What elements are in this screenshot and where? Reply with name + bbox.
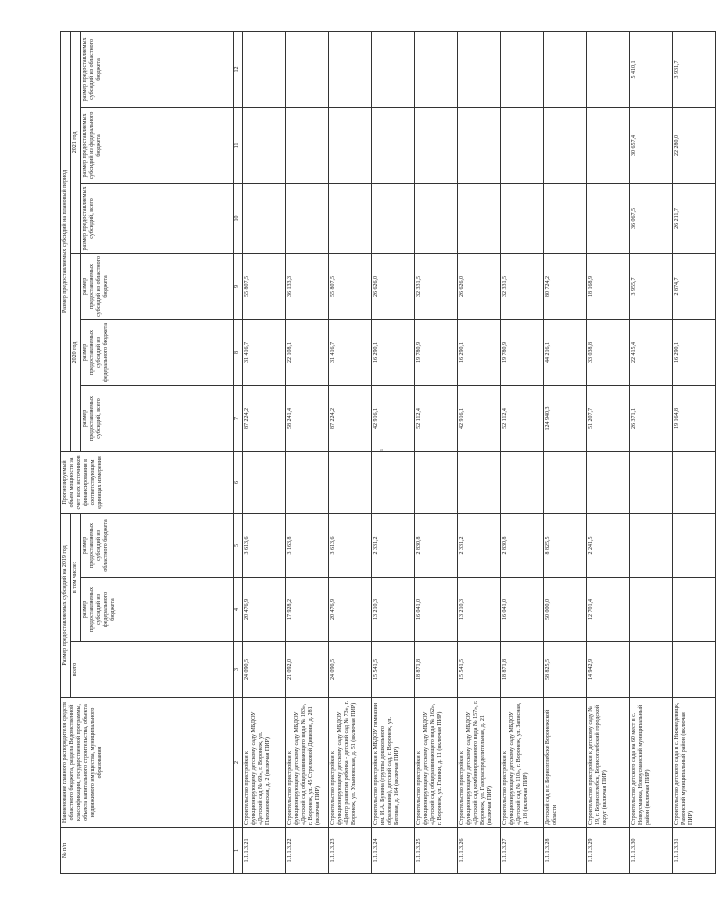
obl-2021 (544, 31, 587, 107)
obl-2019: 2 331,2 (372, 513, 415, 577)
total-2020: 51 207,7 (587, 385, 630, 451)
fed-2021: 22 280,0 (673, 107, 716, 183)
forecast-capacity (501, 451, 544, 513)
column-number-row (234, 31, 243, 873)
header-total-2020: размер предоставляемых субсидий, всего (81, 385, 234, 451)
obl-2019 (673, 513, 716, 577)
fed-2020: 44 216,1 (544, 319, 587, 385)
header-fed-2021: размер предоставляемых субсидий из федерального бюджета (81, 107, 234, 183)
obl-2020: 26 626,0 (458, 253, 501, 319)
total-2020: 52 112,4 (501, 385, 544, 451)
total-2019: 18 871,8 (501, 642, 544, 698)
obl-2020: 32 331,5 (501, 253, 544, 319)
total-2019 (630, 642, 673, 698)
fed-2020: 16 290,1 (458, 319, 501, 385)
fed-2020: 22 415,4 (630, 319, 673, 385)
obl-2019: 2 241,5 (587, 513, 630, 577)
object-name: Строительство пристройки к детскому саду № 19, г. Борисоглебск, Борисоглебский городской округ (включая ПИР) (587, 698, 630, 828)
fed-2020: 16 290,1 (372, 319, 415, 385)
obl-2019: 3 163,8 (286, 513, 329, 577)
total-2020: 58 241,4 (286, 385, 329, 451)
table-row (544, 31, 587, 873)
header-incl: в том числе: (71, 513, 81, 641)
obl-2021 (587, 31, 630, 107)
total-2021: 36 067,5 (630, 183, 673, 253)
forecast-capacity (329, 451, 372, 513)
object-name: Строительство детского сада в с. Нижнедевицк, Рамонский муниципальный район (включая ПИР) (673, 698, 716, 828)
fed-2019: 12 701,4 (587, 578, 630, 642)
fed-2020: 33 038,8 (587, 319, 630, 385)
row-number: 1.1.1.3.28 (544, 828, 587, 874)
header-total-2021: размер предоставляемых субсидий, всего (81, 183, 234, 253)
forecast-capacity (243, 451, 286, 513)
object-name: Строительство пристройки к МБДОУ гимназии им. И.А. Бунина (группы дошкольного образования), детский сад, г. Воронеж, ул. Беговая, д. 164 (включая ПИР) (372, 698, 415, 828)
obl-2020: 18 168,9 (587, 253, 630, 319)
obl-2019: 2 830,8 (501, 513, 544, 577)
obl-2019: 3 613,6 (329, 513, 372, 577)
header-name: Наименование главного распорядителя средств областного бюджета, раздела Ведомственной классификации, государственной программы, объекта капитального строительства, объекта недвижимого имущества, муниципального образования (61, 698, 234, 828)
total-2021 (286, 183, 329, 253)
header-fed-2020: размер предоставляемых субсидий из федерального бюджета (81, 319, 234, 385)
object-name: Строительство пристройки к функционирующему детскому саду МБДОУ «Центр развития ребенка - детский сад № 73», г. Воронеж, ул. Ульяновская, д. 51 (включая ПИР) (329, 698, 372, 828)
table-row (587, 31, 630, 873)
total-2021 (587, 183, 630, 253)
total-2019: 24 090,5 (243, 642, 286, 698)
fed-2019 (673, 578, 716, 642)
obl-2020: 26 626,0 (372, 253, 415, 319)
total-2019: 18 871,8 (415, 642, 458, 698)
row-number: 1.1.1.3.24 (372, 828, 415, 874)
obl-2020: 55 807,5 (243, 253, 286, 319)
table-row (415, 31, 458, 873)
obl-2019: 2 331,2 (458, 513, 501, 577)
obl-2021: 3 931,7 (673, 31, 716, 107)
fed-2021 (587, 107, 630, 183)
fed-2021 (458, 107, 501, 183)
col-num: 7 (234, 385, 243, 451)
obl-2021 (415, 31, 458, 107)
header-obl-2019: размер предоставляемых субсидий из областного бюджета (81, 513, 234, 577)
object-name: Строительство пристройки к функционирующему детскому саду МБДОУ «Детский сад общеразвивающего вида № 183», г. Воронеж, ул. 45 Стрелковой Дивизии, д. 281 (включая ПИР) (286, 698, 329, 828)
col-num: 1 (234, 828, 243, 874)
table-row (501, 31, 544, 873)
total-2021 (329, 183, 372, 253)
total-2021 (501, 183, 544, 253)
obl-2019: 3 613,6 (243, 513, 286, 577)
row-number: 1.1.1.3.21 (243, 828, 286, 874)
total-2019: 21 092,0 (286, 642, 329, 698)
fed-2020: 16 290,1 (673, 319, 716, 385)
header-plan: Размер предоставляемых субсидий на плановый период (61, 31, 71, 451)
fed-2020: 19 780,9 (501, 319, 544, 385)
fed-2020: 31 416,7 (243, 319, 286, 385)
total-2021: 26 211,7 (673, 183, 716, 253)
table-row (329, 31, 372, 873)
forecast-capacity (286, 451, 329, 513)
row-number: 1.1.1.3.25 (415, 828, 458, 874)
total-2021 (544, 183, 587, 253)
fed-2021: 30 657,4 (630, 107, 673, 183)
total-2021 (372, 183, 415, 253)
fed-2020: 19 780,9 (415, 319, 458, 385)
fed-2021 (501, 107, 544, 183)
fed-2019: 20 476,9 (243, 578, 286, 642)
obl-2021 (329, 31, 372, 107)
object-name: Строительство пристройки к функционирующему детскому саду МБДОУ «Детский сад комбинированного вида № 157», г. Воронеж, ул. Газораспределительная, д. 21 (включая ПИР) (458, 698, 501, 828)
fed-2019: 50 000,0 (544, 578, 587, 642)
obl-2021 (286, 31, 329, 107)
header-total-2019: всего (71, 642, 234, 698)
total-2020: 87 224,2 (329, 385, 372, 451)
row-number: 1.1.1.3.23 (329, 828, 372, 874)
col-num: 9 (234, 253, 243, 319)
object-name: Строительство пристройки к функционирующему детскому саду МБДОУ «Детский сад общеразвивающего вида № 162», г. Воронеж, ул. Глинки, д. 11 (включая ПИР) (415, 698, 458, 828)
obl-2020: 80 724,2 (544, 253, 587, 319)
header-number: № п/п (61, 828, 234, 874)
obl-2021 (372, 31, 415, 107)
header-year-2021: 2021 год (71, 31, 81, 253)
header-obl-2020: размер предоставляемых субсидий из областного бюджета (81, 253, 234, 319)
total-2019 (673, 642, 716, 698)
total-2020: 87 224,2 (243, 385, 286, 451)
fed-2021 (286, 107, 329, 183)
total-2020: 42 916,1 (458, 385, 501, 451)
total-2019: 15 541,5 (372, 642, 415, 698)
table-row (243, 31, 286, 873)
header-obl-2021: размер предоставляемых субсидий из областного бюджета (81, 31, 234, 107)
object-name: Строительство детского сада на 60 мест в с. Новоусманка, Новоусманский муниципальный район (включая ПИР) (630, 698, 673, 828)
table-row (286, 31, 329, 873)
object-name: Детский сад в г. Борисоглебске Воронежской области (544, 698, 587, 828)
fed-2019: 20 476,9 (329, 578, 372, 642)
col-num: 3 (234, 642, 243, 698)
forecast-capacity (544, 451, 587, 513)
fed-2021 (544, 107, 587, 183)
total-2019: 58 825,5 (544, 642, 587, 698)
fed-2021 (329, 107, 372, 183)
table-row (458, 31, 501, 873)
fed-2020: 22 108,1 (286, 319, 329, 385)
fed-2021 (415, 107, 458, 183)
row-number: 1.1.1.3.22 (286, 828, 329, 874)
total-2019: 14 942,9 (587, 642, 630, 698)
header-year-2020: 2020 год (71, 253, 81, 451)
object-name: Строительство пристройки к функционирующему детскому саду МБДОУ «Детский сад № 69», г. Воронеж, ул. Плехановская, д. 2 (включая ПИР) (243, 698, 286, 828)
forecast-capacity (673, 451, 716, 513)
total-2020: 26 371,1 (630, 385, 673, 451)
object-name: Строительство пристройки к функционирующему детскому саду МБДОУ «Детский сад № 110», г. Воронеж, ул. Записная, д. 18 (включая ПИР) (501, 698, 544, 828)
header-size-2019: Размер предоставляемых субсидий на 2019 год (61, 513, 71, 697)
fed-2020: 31 416,7 (329, 319, 372, 385)
total-2019: 24 090,5 (329, 642, 372, 698)
row-number: 1.1.1.3.30 (630, 828, 673, 874)
col-num: 4 (234, 578, 243, 642)
col-num: 6 (234, 451, 243, 513)
fed-2019: 13 210,3 (372, 578, 415, 642)
forecast-capacity (372, 448, 415, 513)
obl-2020: 36 133,3 (286, 253, 329, 319)
total-2021 (415, 183, 458, 253)
col-num: 12 (234, 31, 243, 107)
obl-2020: 3 955,7 (630, 253, 673, 319)
obl-2020: 55 807,5 (329, 253, 372, 319)
forecast-capacity (587, 451, 630, 513)
subsidy-table (60, 31, 716, 874)
header-forecast: Прогнозируемый объем мощности за счет всех источников финансирования в соответствующем единицах измерения (61, 451, 234, 513)
page-mark: ¹ (379, 448, 388, 452)
table-row (630, 31, 673, 873)
fed-2021 (372, 107, 415, 183)
obl-2021 (501, 31, 544, 107)
obl-2019 (630, 513, 673, 577)
col-num: 2 (234, 698, 243, 828)
total-2020: 19 164,8 (673, 385, 716, 451)
forecast-capacity (458, 451, 501, 513)
table-row (673, 31, 716, 873)
fed-2021 (243, 107, 286, 183)
obl-2019: 2 830,8 (415, 513, 458, 577)
header-row-1 (61, 31, 71, 873)
obl-2019: 8 825,5 (544, 513, 587, 577)
row-number: 1.1.1.3.26 (458, 828, 501, 874)
total-2020: 124 940,3 (544, 385, 587, 451)
forecast-capacity (415, 451, 458, 513)
fed-2019: 13 210,3 (458, 578, 501, 642)
table-row (372, 31, 415, 873)
header-fed-2019: размер предоставляемых субсидий из федерального бюджета (81, 578, 234, 642)
obl-2020: 32 331,5 (415, 253, 458, 319)
col-num: 10 (234, 183, 243, 253)
fed-2019: 17 928,2 (286, 578, 329, 642)
row-number: 1.1.1.3.31 (673, 828, 716, 874)
total-2021 (243, 183, 286, 253)
obl-2020: 2 874,7 (673, 253, 716, 319)
obl-2021 (458, 31, 501, 107)
obl-2021: 5 410,1 (630, 31, 673, 107)
row-number: 1.1.1.3.29 (587, 828, 630, 874)
fed-2019: 16 041,0 (415, 578, 458, 642)
col-num: 11 (234, 107, 243, 183)
forecast-capacity (630, 451, 673, 513)
col-num: 5 (234, 513, 243, 577)
total-2021 (458, 183, 501, 253)
col-num: 8 (234, 319, 243, 385)
total-2019: 15 541,5 (458, 642, 501, 698)
total-2020: 52 112,4 (415, 385, 458, 451)
row-number: 1.1.1.3.27 (501, 828, 544, 874)
fed-2019 (630, 578, 673, 642)
obl-2021 (243, 31, 286, 107)
total-2020: 42 916,1 (372, 385, 415, 451)
fed-2019: 16 041,0 (501, 578, 544, 642)
rotated-table-sheet (60, 32, 694, 874)
